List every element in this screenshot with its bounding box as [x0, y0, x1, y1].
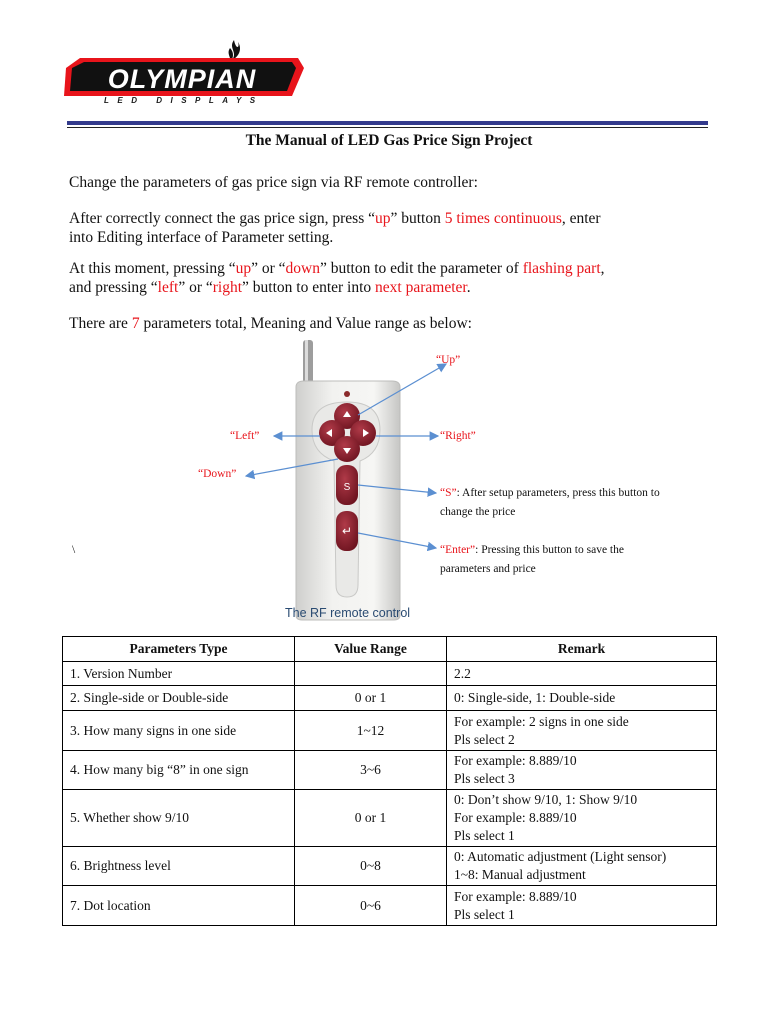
highlight-flashing: flashing part — [522, 260, 601, 277]
highlight-left: left — [157, 279, 179, 296]
remark-line: For example: 2 signs in one side — [454, 713, 629, 729]
param-range: 0 or 1 — [295, 686, 447, 711]
highlight-up: up — [235, 260, 252, 277]
header-value-range: Value Range — [295, 637, 447, 662]
paragraph-navigation — [69, 259, 709, 297]
paragraph-parameter-count — [69, 314, 709, 333]
remark-line: 0: Single-side, 1: Double-side — [454, 690, 616, 705]
highlight-up: up — [375, 210, 391, 227]
logo-tagline: LED DISPLAYS — [104, 96, 264, 105]
highlight-times: 5 times continuous — [444, 210, 562, 227]
param-range: 1~12 — [295, 711, 447, 751]
highlight-right: right — [212, 279, 243, 296]
table-header-row — [63, 637, 717, 662]
highlight-down: down — [285, 260, 320, 277]
enter-button-label: ↵ — [341, 524, 353, 538]
header-remark: Remark — [447, 637, 717, 662]
param-range — [295, 662, 447, 686]
callout-enter-text-2: parameters and price — [440, 563, 536, 575]
s-button-label: S — [343, 482, 351, 493]
text: , — [600, 260, 605, 277]
remark-line: Pls select 1 — [454, 828, 515, 843]
callout-down-label: “Down” — [198, 468, 237, 480]
callout-left-label: “Left” — [230, 430, 260, 442]
param-range: 0~6 — [295, 886, 447, 926]
param-remark — [447, 790, 717, 847]
param-range: 3~6 — [295, 751, 447, 790]
text: ” or “ — [178, 279, 213, 296]
callout-s-label: “S” — [440, 487, 457, 499]
remote-illustration — [60, 335, 720, 625]
remark-line: For example: 8.889/10 — [454, 753, 577, 768]
remark-line: Pls select 2 — [454, 731, 515, 747]
callout-down — [198, 465, 236, 484]
callout-up-label: “Up” — [436, 354, 461, 366]
text: ” or “ — [251, 260, 286, 277]
parameters-table — [62, 636, 717, 926]
remark-line: For example: 8.889/10 — [454, 888, 577, 904]
table-row — [63, 686, 717, 711]
remark-line: 1~8: Manual adjustment — [454, 867, 586, 882]
callout-s — [440, 484, 660, 522]
param-type: 2. Single-side or Double-side — [63, 686, 295, 711]
text: ” button to edit the parameter of — [320, 260, 523, 277]
text: There are — [69, 315, 132, 332]
table-row — [63, 847, 717, 886]
text: After correctly connect the gas price sign, press “ — [69, 210, 375, 227]
remote-figure — [60, 335, 720, 625]
param-remark — [447, 686, 717, 711]
param-type: 5. Whether show 9/10 — [63, 790, 295, 847]
remark-line: Pls select 1 — [454, 906, 515, 922]
table-row — [63, 751, 717, 790]
callout-left — [230, 427, 259, 446]
header-rule-black — [67, 127, 708, 128]
table-row — [63, 886, 717, 926]
param-remark — [447, 751, 717, 790]
led-indicator-icon — [344, 391, 350, 397]
remark-line: 0: Automatic adjustment (Light sensor) — [454, 849, 667, 864]
highlight-count: 7 — [131, 315, 140, 332]
highlight-next: next parameter — [375, 279, 467, 296]
param-type: 4. How many big “8” in one sign — [63, 751, 295, 790]
remark-line: 2.2 — [454, 665, 471, 681]
stray-backslash: \ — [72, 544, 76, 556]
text: , enter — [561, 210, 601, 227]
param-remark — [447, 662, 717, 686]
param-range: 0 or 1 — [295, 790, 447, 847]
text: parameters total, Meaning and Value range as below: — [139, 315, 472, 332]
table-row — [63, 790, 717, 847]
param-type: 6. Brightness level — [63, 847, 295, 886]
intro-paragraph: Change the parameters of gas price sign via RF remote controller: — [69, 174, 478, 191]
callout-s-text: : After setup parameters, press this button to — [456, 487, 660, 499]
table-row — [63, 662, 717, 686]
param-range: 0~8 — [295, 847, 447, 886]
text: At this moment, pressing “ — [69, 260, 236, 277]
callout-enter-text: : Pressing this button to save the — [475, 544, 624, 556]
callout-up — [436, 351, 460, 370]
param-remark — [447, 847, 717, 886]
header-parameters-type: Parameters Type — [63, 637, 295, 662]
param-type: 3. How many signs in one side — [63, 711, 295, 751]
remark-line: Pls select 3 — [454, 771, 515, 786]
text: ” button to enter into — [242, 279, 376, 296]
callout-enter — [440, 541, 624, 579]
param-remark — [447, 711, 717, 751]
param-remark — [447, 886, 717, 926]
logo-wordmark: OLYMPIAN — [107, 64, 257, 94]
callout-right — [440, 427, 476, 446]
callout-s-text-2: change the price — [440, 506, 516, 518]
paragraph-edit-mode — [69, 209, 709, 247]
text: ” button — [390, 210, 445, 227]
param-type: 7. Dot location — [63, 886, 295, 926]
header-rule-blue — [67, 121, 708, 125]
callout-enter-label: “Enter” — [440, 544, 476, 556]
remark-line: 0: Don’t show 9/10, 1: Show 9/10 — [454, 792, 638, 807]
remark-line: For example: 8.889/10 — [454, 810, 577, 825]
text: into Editing interface of Parameter setting. — [69, 229, 334, 246]
document-title: The Manual of LED Gas Price Sign Project — [245, 132, 533, 149]
figure-caption: The RF remote control — [285, 606, 411, 620]
callout-right-label: “Right” — [440, 430, 476, 442]
table-row — [63, 711, 717, 751]
text: and pressing “ — [69, 279, 158, 296]
param-type: 1. Version Number — [63, 662, 295, 686]
text: . — [466, 279, 471, 296]
